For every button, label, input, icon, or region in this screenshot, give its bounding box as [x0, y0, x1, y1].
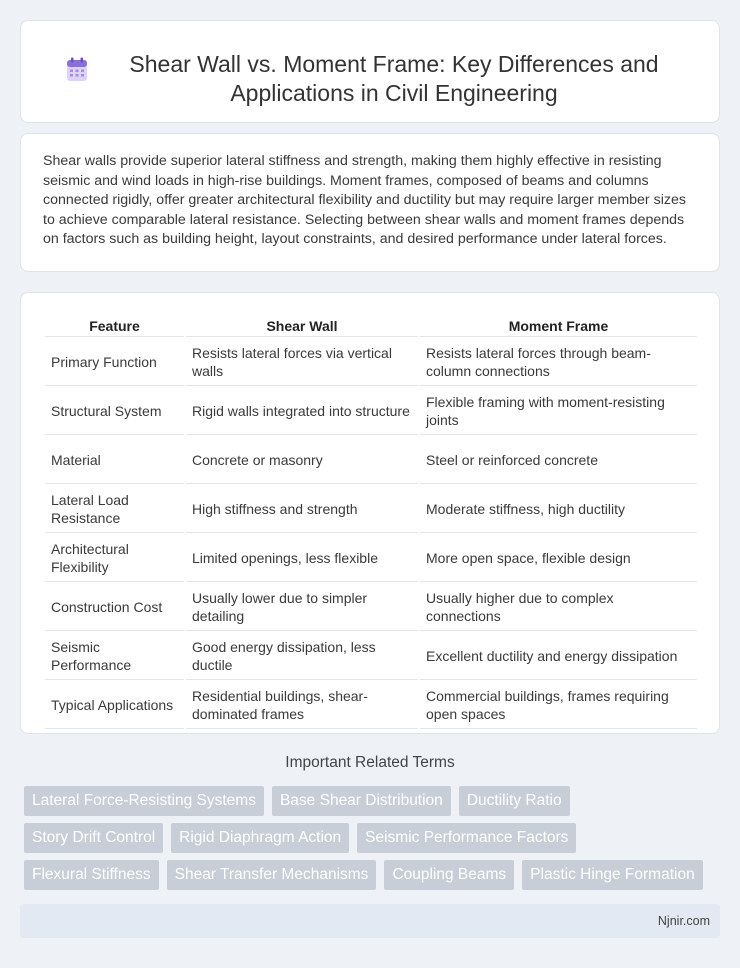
related-term-tag[interactable]: Shear Transfer Mechanisms	[167, 860, 377, 890]
shear-wall-cell: Concrete or masonry	[186, 437, 418, 484]
related-term-tag[interactable]: Rigid Diaphragm Action	[171, 823, 349, 853]
related-terms-row	[24, 823, 724, 853]
column-header-shear-wall: Shear Wall	[186, 315, 418, 337]
feature-cell: Material	[45, 437, 184, 484]
summary-text: Shear walls provide superior lateral stiffness and strength, making them highly effective in resisting seismic and wind loads in high-rise buildings. Moment frames, composed of beams and columns connected rigidly, offer greater architectural flexibility and ductility but may require larger member sizes to achieve comparable lateral resistance. Selecting between shear walls and moment frames depends on factors such as building height, layout constraints, and desired performance under lateral forces.	[43, 153, 686, 248]
moment-frame-cell: Resists lateral forces through beam-column connections	[420, 339, 697, 386]
column-header-moment-frame: Moment Frame	[420, 315, 697, 337]
feature-cell: Architectural Flexibility	[45, 535, 184, 582]
moment-frame-cell: Flexible framing with moment-resisting joints	[420, 388, 697, 435]
shear-wall-cell: Limited openings, less flexible	[186, 535, 418, 582]
summary-card	[20, 133, 720, 272]
table-row	[45, 682, 697, 729]
shear-wall-cell: Good energy dissipation, less ductile	[186, 633, 418, 680]
table-row	[45, 339, 697, 386]
comparison-table	[43, 313, 699, 731]
page-title: Shear Wall vs. Moment Frame: Key Differences and Applications in Civil Engineering	[129, 51, 659, 106]
moment-frame-cell: Usually higher due to complex connections	[420, 584, 697, 631]
moment-frame-cell: Excellent ductility and energy dissipation	[420, 633, 697, 680]
column-header-feature: Feature	[45, 315, 184, 337]
shear-wall-cell: High stiffness and strength	[186, 486, 418, 533]
table-row	[45, 535, 697, 582]
header-card	[20, 20, 720, 123]
shear-wall-cell: Residential buildings, shear-dominated frames	[186, 682, 418, 729]
related-term-tag[interactable]: Coupling Beams	[384, 860, 514, 890]
comparison-card	[20, 292, 720, 734]
moment-frame-cell: More open space, flexible design	[420, 535, 697, 582]
related-term-tag[interactable]: Flexural Stiffness	[24, 860, 159, 890]
shear-wall-cell: Usually lower due to simpler detailing	[186, 584, 418, 631]
table-header-row	[45, 315, 697, 337]
related-terms-list	[24, 786, 724, 897]
related-term-tag[interactable]: Story Drift Control	[24, 823, 163, 853]
table-row	[45, 633, 697, 680]
feature-cell: Seismic Performance	[45, 633, 184, 680]
related-term-tag[interactable]: Base Shear Distribution	[272, 786, 451, 816]
feature-cell: Structural System	[45, 388, 184, 435]
related-term-tag[interactable]: Seismic Performance Factors	[357, 823, 576, 853]
moment-frame-cell: Moderate stiffness, high ductility	[420, 486, 697, 533]
related-terms-title: Important Related Terms	[285, 754, 455, 771]
footer-site-link[interactable]: Njnir.com	[657, 914, 710, 928]
feature-cell: Construction Cost	[45, 584, 184, 631]
related-terms-row	[24, 786, 724, 816]
related-term-tag[interactable]: Plastic Hinge Formation	[522, 860, 703, 890]
table-row	[45, 486, 697, 533]
related-terms-row	[24, 860, 724, 890]
feature-cell: Primary Function	[45, 339, 184, 386]
feature-cell: Typical Applications	[45, 682, 184, 729]
moment-frame-cell: Commercial buildings, frames requiring open spaces	[420, 682, 697, 729]
related-term-tag[interactable]: Lateral Force-Resisting Systems	[24, 786, 264, 816]
feature-cell: Lateral Load Resistance	[45, 486, 184, 533]
moment-frame-cell: Steel or reinforced concrete	[420, 437, 697, 484]
shear-wall-cell: Rigid walls integrated into structure	[186, 388, 418, 435]
footer	[20, 904, 720, 938]
table-row	[45, 584, 697, 631]
calendar-icon	[66, 57, 88, 83]
related-term-tag[interactable]: Ductility Ratio	[459, 786, 570, 816]
table-row	[45, 437, 697, 484]
shear-wall-cell: Resists lateral forces via vertical walls	[186, 339, 418, 386]
table-row	[45, 388, 697, 435]
